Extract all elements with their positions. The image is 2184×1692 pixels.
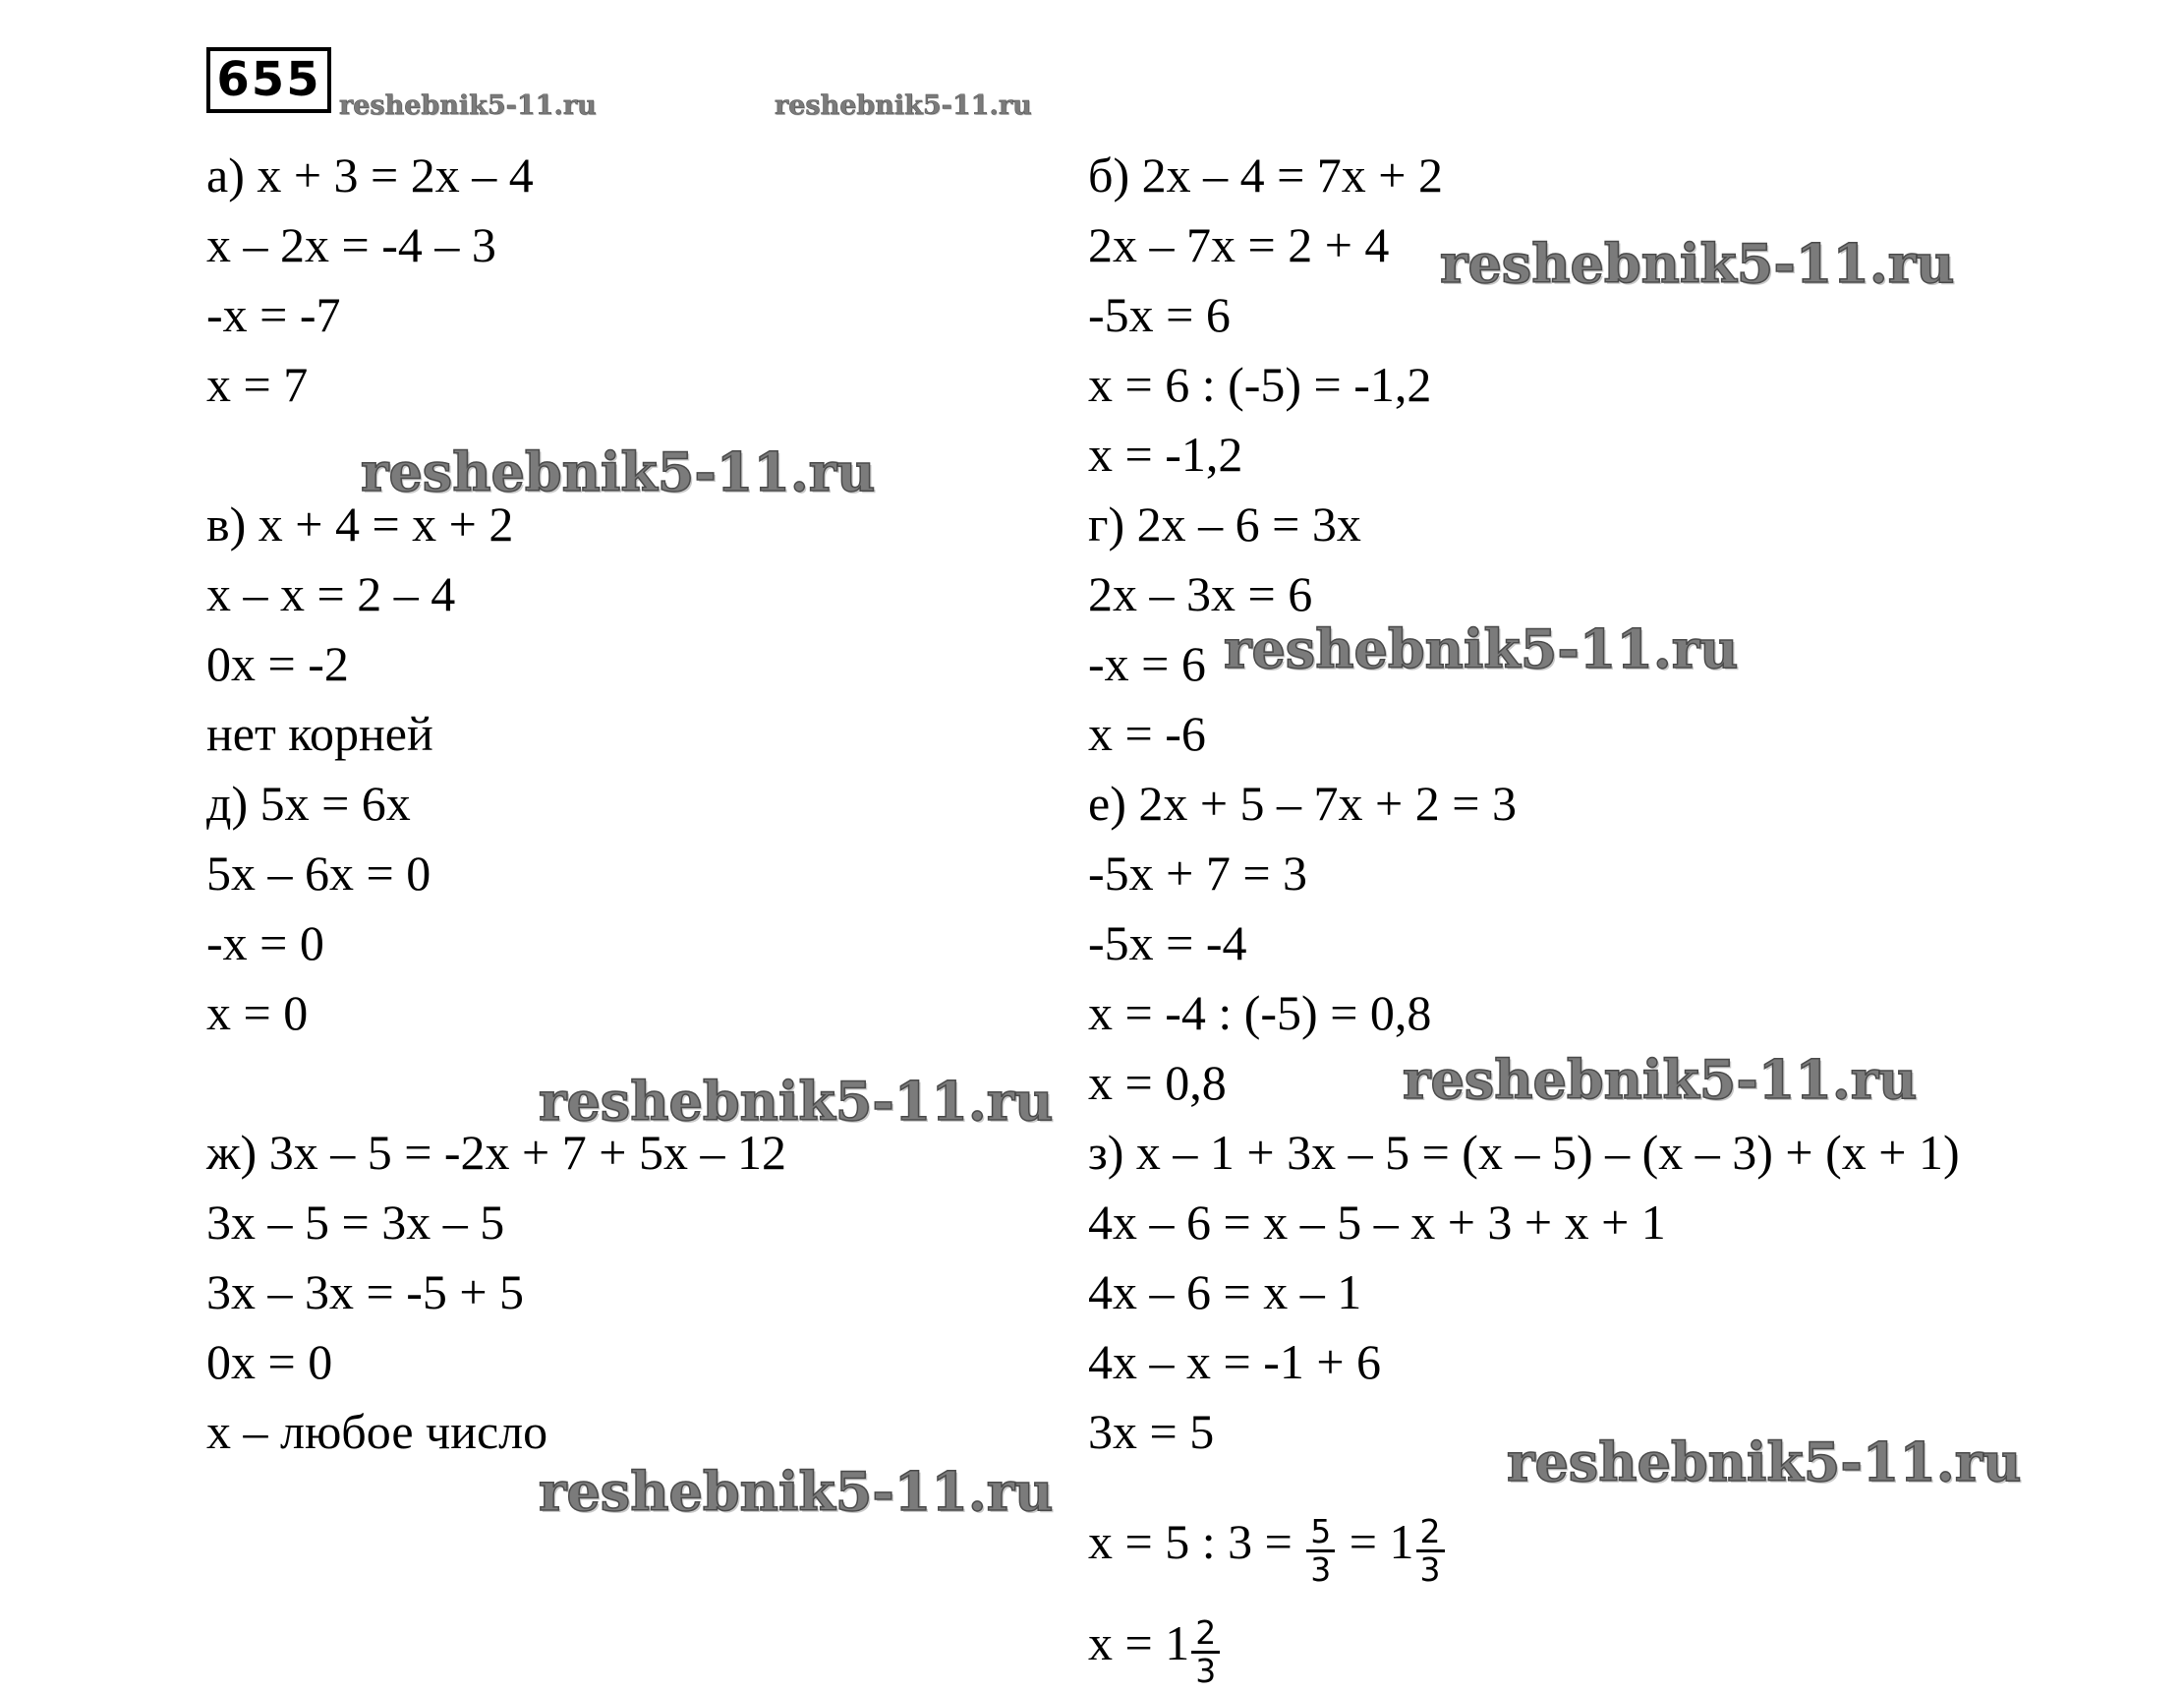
equation-line: д) 5x = 6x: [206, 776, 411, 831]
equation-line: 3x – 5 = 3x – 5: [206, 1195, 505, 1250]
equation-line: x – x = 2 – 4: [206, 566, 456, 621]
watermark: reshebnik5-11.ru: [539, 1070, 1054, 1133]
equation-line: 3x = 5: [1088, 1404, 1215, 1459]
fraction-denominator: 3: [1419, 1550, 1441, 1590]
equation-line: 4x – x = -1 + 6: [1088, 1334, 1382, 1389]
fraction-denominator: 3: [1310, 1550, 1332, 1590]
watermark: reshebnik5-11.ru: [361, 440, 876, 503]
equation-line: 0x = -2: [206, 636, 349, 691]
watermark: reshebnik5-11.ru: [1440, 232, 1955, 295]
watermark: reshebnik5-11.ru: [539, 1460, 1054, 1523]
task-number-box: 655: [206, 47, 331, 113]
equation-line: -x = 0: [206, 915, 324, 970]
equation-line: -5x = 6: [1088, 287, 1231, 342]
equation-line: x = -6: [1088, 706, 1206, 761]
equation-line: г) 2x – 6 = 3x: [1088, 496, 1361, 552]
equation-line: x = 0,8: [1088, 1055, 1227, 1110]
fraction-line-1-prefix: x = 5 : 3 =: [1088, 1514, 1293, 1569]
equation-line: е) 2x + 5 – 7x + 2 = 3: [1088, 776, 1517, 831]
equation-line: x = -1,2: [1088, 427, 1243, 482]
equation-line: x = -4 : (-5) = 0,8: [1088, 985, 1432, 1040]
equation-line: нет корней: [206, 706, 433, 761]
equation-line: б) 2x – 4 = 7x + 2: [1088, 147, 1443, 203]
equation-line: в) x + 4 = x + 2: [206, 496, 514, 552]
equation-line: 2x – 7x = 2 + 4: [1088, 217, 1390, 272]
equation-line: ж) 3x – 5 = -2x + 7 + 5x – 12: [206, 1125, 786, 1180]
watermark: reshebnik5-11.ru: [1224, 617, 1739, 680]
equation-line: 5x – 6x = 0: [206, 846, 431, 901]
equation-line: -5x + 7 = 3: [1088, 846, 1308, 901]
equation-line: -x = -7: [206, 287, 341, 342]
equation-line: x = 0: [206, 985, 309, 1040]
fraction-5-3: [1306, 1514, 1335, 1588]
equation-line: 3x – 3x = -5 + 5: [206, 1264, 525, 1319]
fraction-2-3: [1191, 1615, 1220, 1689]
equation-line: а) x + 3 = 2x – 4: [206, 147, 534, 203]
fraction-line-1-mid: = 1: [1349, 1514, 1414, 1569]
fraction-numerator: 2: [1416, 1514, 1445, 1552]
watermark: reshebnik5-11.ru: [1507, 1430, 2022, 1493]
equation-line: -5x = -4: [1088, 915, 1247, 970]
equation-line: 4x – 6 = x – 1: [1088, 1264, 1362, 1319]
fraction-numerator: 2: [1191, 1615, 1220, 1654]
equation-line: 4x – 6 = x – 5 – x + 3 + x + 1: [1088, 1195, 1666, 1250]
equation-line: x – 2x = -4 – 3: [206, 217, 496, 272]
fraction-denominator: 3: [1195, 1652, 1217, 1691]
equation-line: 2x – 3x = 6: [1088, 566, 1313, 621]
equation-line: -x = 6: [1088, 636, 1206, 691]
fraction-2-3: [1416, 1514, 1445, 1588]
fraction-numerator: 5: [1306, 1514, 1335, 1552]
watermark: reshebnik5-11.ru: [339, 90, 597, 121]
equation-line: з) x – 1 + 3x – 5 = (x – 5) – (x – 3) + (x + 1): [1088, 1125, 1960, 1180]
watermark: reshebnik5-11.ru: [775, 90, 1032, 121]
equation-line: x = 6 : (-5) = -1,2: [1088, 357, 1432, 412]
equation-line: x = 7: [206, 357, 309, 412]
fraction-line-1: [1088, 1502, 1447, 1590]
fraction-line-2-prefix: x = 1: [1088, 1615, 1190, 1670]
watermark: reshebnik5-11.ru: [1403, 1048, 1918, 1111]
equation-line: x – любое число: [206, 1404, 548, 1459]
fraction-line-2: [1088, 1604, 1222, 1691]
equation-line: 0x = 0: [206, 1334, 333, 1389]
